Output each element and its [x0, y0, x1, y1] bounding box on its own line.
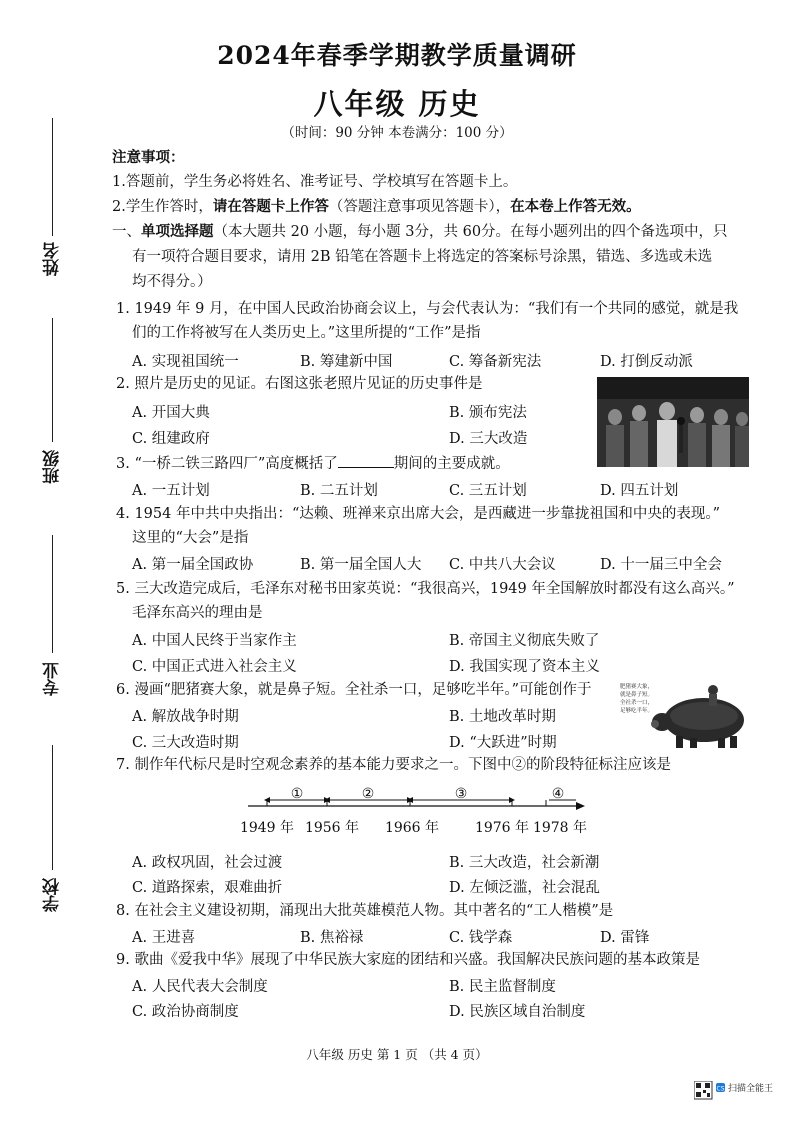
q5-option-d: D. 我国实现了资本主义: [449, 659, 600, 675]
svg-text:就是鼻子短。: 就是鼻子短。: [620, 692, 654, 698]
svg-text:CS: CS: [716, 1085, 725, 1093]
q3-option-d: D. 四五计划: [600, 483, 679, 499]
subject-title: 八年级 历史: [313, 87, 481, 121]
q1-stem-2: 们的工作将被写在人类历史上。”这里所提的“工作”是指: [132, 325, 481, 341]
timeline-mark-3: ③: [454, 786, 468, 802]
q3-stem-b: 期间的主要成就。: [393, 456, 510, 472]
q5-option-a: A. 中国人民终于当家作主: [132, 633, 297, 649]
q2-option-d: D. 三大改造: [449, 431, 528, 447]
timeline-mark-4: ④: [551, 786, 565, 802]
q3-option-a: A. 一五计划: [132, 483, 210, 499]
note-1: 1.答题前，学生务必将姓名、准考证号、学校填写在答题卡上。: [112, 174, 518, 190]
note-2-a: 2.学生作答时，: [112, 199, 213, 215]
binding-line-major: [52, 535, 53, 653]
svg-text:全社杀一口，: 全社杀一口，: [620, 700, 654, 706]
pig-cartoon: [618, 672, 750, 752]
section-title: 单项选择题: [141, 223, 214, 240]
q4-option-a: A. 第一届全国政协: [132, 557, 254, 573]
q4-option-c: C. 中共八大会议: [449, 557, 556, 573]
q8-option-d: D. 雷锋: [600, 930, 650, 946]
q2-option-b: B. 颁布宪法: [449, 405, 527, 421]
q7-option-b: B. 三大改造，社会新潮: [449, 855, 600, 871]
q9-option-a: A. 人民代表大会制度: [132, 979, 268, 995]
q9-option-d: D. 民族区域自治制度: [449, 1004, 586, 1020]
section-instructions-2: 有一项符合题目要求，请用 2B 铅笔在答题卡上将选定的答案标号涂黑，错选、多选或未选: [132, 249, 713, 265]
era-timeline: [240, 782, 590, 842]
q4-stem-1: 4. 1954 年中共中央指出：“达赖、班禅来京出席大会，是西藏进一步靠拢祖国和中央的表现。”: [116, 506, 721, 522]
major-label: 专业: [43, 662, 63, 696]
q8-option-b: B. 焦裕禄: [300, 930, 364, 946]
q3-option-c: C. 三五计划: [449, 483, 527, 499]
scanner-watermark: [694, 1081, 784, 1107]
timeline-year-1956: 1956 年: [304, 820, 360, 836]
note-2: [112, 197, 641, 217]
q5-stem-2: 毛泽东高兴的理由是: [132, 605, 263, 621]
q1-option-d: D. 打倒反动派: [600, 354, 693, 370]
q5-option-b: B. 帝国主义彻底失败了: [449, 633, 600, 649]
section-instructions-1: [112, 222, 728, 242]
q8-option-a: A. 王进喜: [132, 930, 196, 946]
section-instructions-3: 均不得分。）: [132, 274, 212, 290]
q6-option-c: C. 三大改造时期: [132, 735, 239, 751]
q5-stem-1: 5. 三大改造完成后，毛泽东对秘书田家英说：“我很高兴，1949 年全国解放时都没有这么高兴。”: [116, 581, 735, 597]
q8-option-c: C. 钱学森: [449, 930, 513, 946]
scanner-label: 扫描全能王: [728, 1084, 774, 1094]
binding-line-school: [52, 745, 53, 870]
exam-info: （时间：90 分钟 本卷满分：100 分）: [281, 125, 513, 141]
q7-option-a: A. 政权巩固，社会过渡: [132, 855, 283, 871]
q9-option-c: C. 政治协商制度: [132, 1004, 239, 1020]
name-label: 姓名: [43, 242, 63, 276]
exam-title: 2024年春季学期教学质量调研: [217, 41, 577, 70]
q2-option-c: C. 组建政府: [132, 431, 210, 447]
timeline-year-1978: 1978 年: [532, 820, 588, 836]
note-2-c: （答题注意事项见答题卡），: [328, 199, 511, 215]
q7-option-c: C. 道路探索，艰难曲折: [132, 880, 283, 896]
school-label: 学校: [43, 878, 63, 912]
q2-stem: 2. 照片是历史的见证。右图这张老照片见证的历史事件是: [116, 376, 483, 392]
q9-option-b: B. 民主监督制度: [449, 979, 556, 995]
section-rule: （本大题共 20 小题，每小题 3分，共 60分。在每小题列出的四个备选项中，只: [213, 224, 728, 240]
q1-option-a: A. 实现祖国统一: [132, 354, 239, 370]
q1-stem-1: 1. 1949 年 9 月，在中国人民政治协商会议上，与会代表认为：“我们有一个共同的感觉，就是我: [116, 301, 739, 317]
svg-text:肥猪赛大象，: 肥猪赛大象，: [620, 684, 654, 690]
q6-option-a: A. 解放战争时期: [132, 709, 239, 725]
timeline-year-1949: 1949 年: [240, 820, 295, 836]
q7-option-d: D. 左倾泛滥，社会混乱: [449, 880, 600, 896]
timeline-mark-1: ①: [290, 786, 304, 802]
q5-option-c: C. 中国正式进入社会主义: [132, 659, 297, 675]
q1-option-c: C. 筹备新宪法: [449, 354, 542, 370]
q3-blank: [338, 453, 394, 468]
svg-text:足够吃半年。: 足够吃半年。: [620, 708, 654, 714]
q4-option-b: B. 第一届全国人大: [300, 557, 422, 573]
page-footer: 八年级 历史 第 1 页 （共 4 页）: [306, 1047, 488, 1062]
q6-stem: 6. 漫画“肥猪赛大象，就是鼻子短。全社杀一口，足够吃半年。”可能创作于: [116, 682, 592, 698]
q3-stem: [116, 453, 510, 474]
q2-option-a: A. 开国大典: [132, 405, 210, 421]
q6-option-b: B. 土地改革时期: [449, 709, 556, 725]
q3-stem-a: 3. “一桥二铁三路四厂”高度概括了: [116, 456, 338, 472]
q3-option-b: B. 二五计划: [300, 483, 378, 499]
binding-line-class: [52, 318, 53, 442]
q4-option-d: D. 十一届三中全会: [600, 557, 722, 573]
class-label: 班级: [43, 450, 63, 484]
q4-stem-2: 这里的“大会”是指: [132, 530, 249, 546]
ceremony-photo: [597, 377, 749, 467]
q6-option-d: D. “大跃进”时期: [449, 735, 557, 751]
q1-option-b: B. 筹建新中国: [300, 354, 393, 370]
timeline-mark-2: ②: [361, 786, 375, 802]
q9-stem: 9. 歌曲《爱我中华》展现了中华民族大家庭的团结和兴盛。我国解决民族问题的基本政策是: [116, 952, 700, 968]
timeline-year-1966: 1966 年: [384, 820, 440, 836]
q7-stem: 7. 制作年代标尺是时空观念素养的基本能力要求之一。下图中②的阶段特征标注应该是: [116, 757, 671, 773]
q8-stem: 8. 在社会主义建设初期，涌现出大批英雄模范人物。其中著名的“工人楷模”是: [116, 903, 614, 919]
note-2-b: 请在答题卡上作答: [212, 198, 329, 215]
section-number: 一、: [112, 224, 141, 240]
timeline-year-1976: 1976 年: [474, 820, 530, 836]
note-2-d: 在本卷上作答无效。: [510, 198, 641, 215]
notes-heading: 注意事项：: [112, 149, 185, 166]
